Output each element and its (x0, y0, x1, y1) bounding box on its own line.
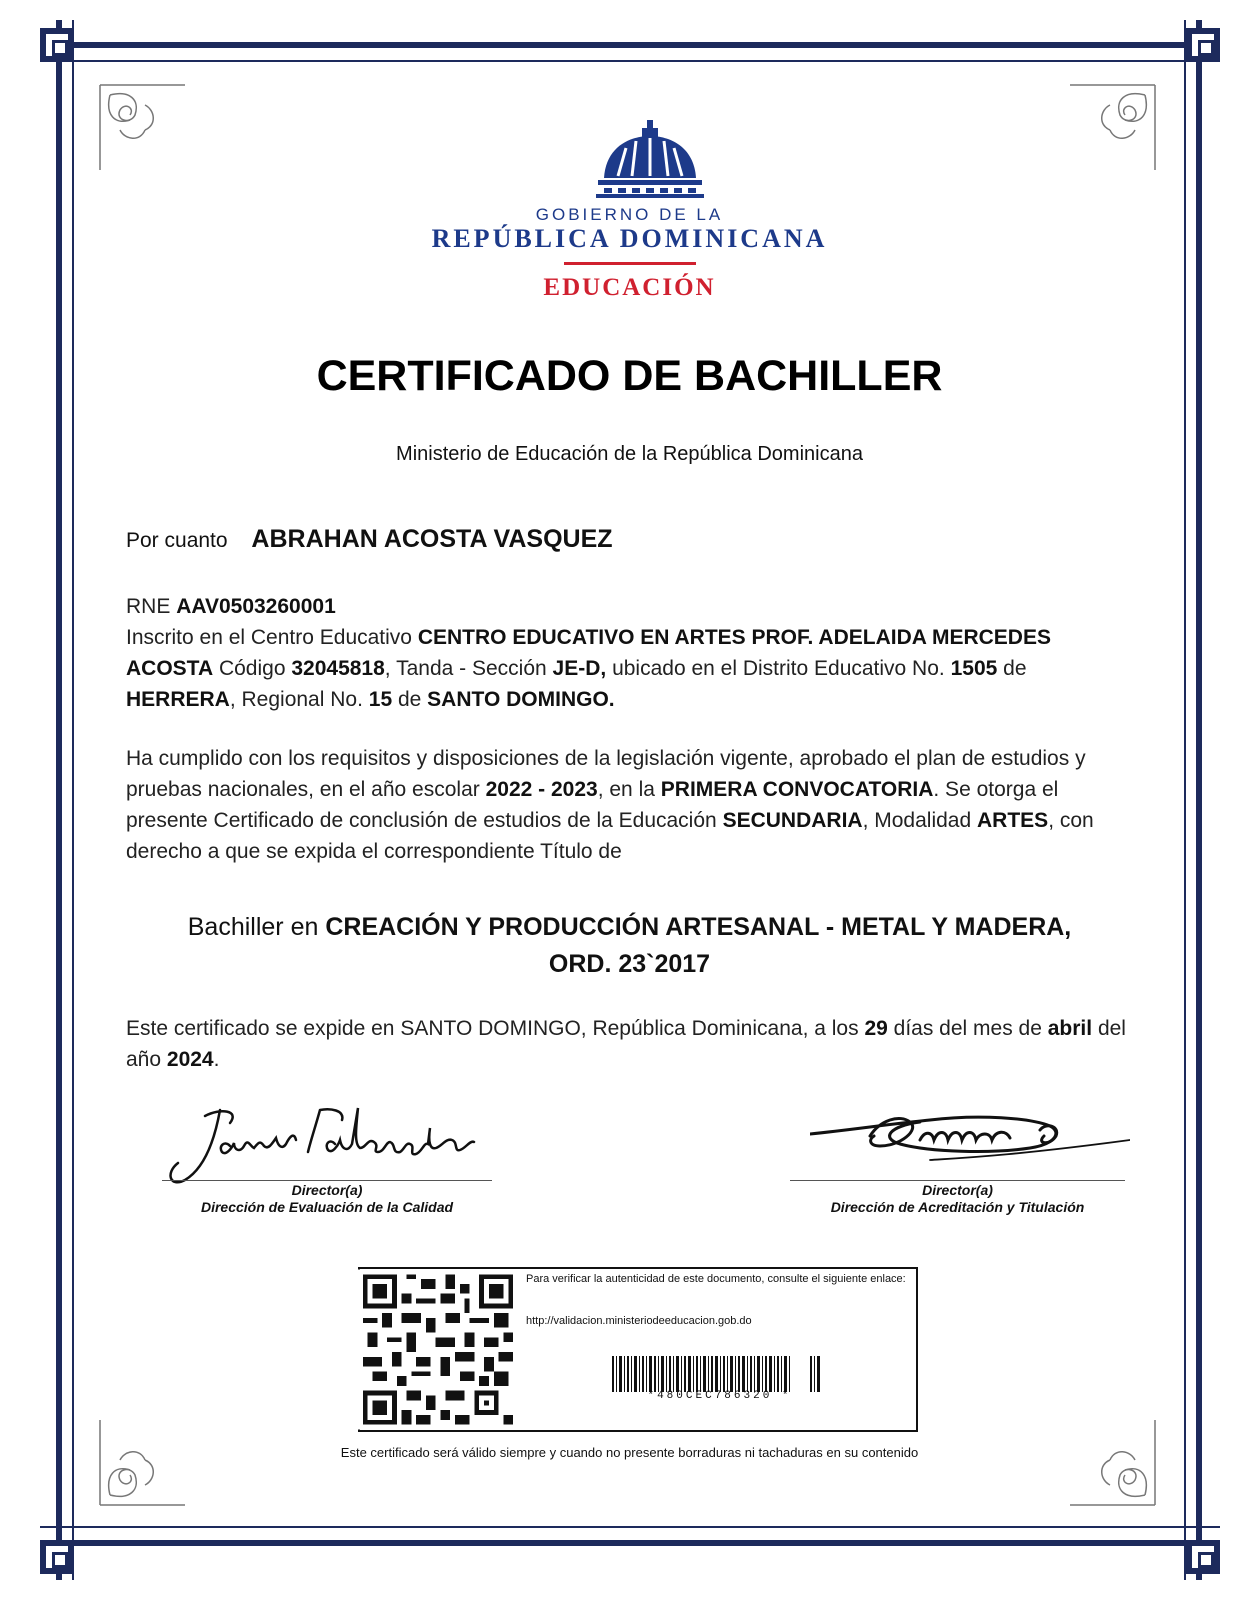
district-value: 1505 (950, 657, 998, 680)
gov-line-2: REPÚBLICA DOMINICANA (431, 224, 828, 253)
signature-role-right: Director(a) (922, 1182, 993, 1198)
certificate-title: CERTIFICADO DE BACHILLER (316, 352, 943, 400)
paragraph-text-2: , en la (597, 778, 655, 801)
frame-left-inner (72, 20, 74, 1580)
paragraph-text-4: , Modalidad (862, 809, 972, 832)
signature-line-left (162, 1180, 492, 1181)
qr-code-icon[interactable] (358, 1267, 518, 1432)
validity-note: Este certificado será válido siempre y cuando no presente borraduras ni tachaduras en su contenido (340, 1445, 919, 1460)
enrollment-text-3: , Tanda - Sección (384, 657, 547, 680)
degree-line-1 (0, 909, 1259, 946)
paragraph-text-3: . Se otorga el presente Certificado de conclusión de estudios de la Educación (126, 778, 1059, 832)
modality: ARTES (977, 809, 1049, 832)
section-value: JE-D, (552, 657, 607, 680)
corner-ornament-bl (95, 1420, 185, 1510)
gov-line-1: GOBIERNO DE LA (535, 205, 724, 224)
degree-prefix: Bachiller en (187, 913, 319, 941)
corner-square-tr (1186, 28, 1220, 62)
regional-value: 15 (368, 688, 393, 711)
paragraph-text-1: Ha cumplido con los requisitos y disposiciones de la legislación vigente, aprobado el plan de estudios y pruebas nacionales, en el año escolar (126, 747, 1086, 801)
corner-ornament-br (1070, 1420, 1160, 1510)
corner-ornament-tr (1070, 80, 1160, 170)
school-year: 2022 - 2023 (485, 778, 598, 801)
school-name: CENTRO EDUCATIVO EN ARTES PROF. ADELAIDA MERCEDES ACOSTA (126, 626, 1051, 680)
logo-divider (564, 262, 696, 265)
frame-top-inner (40, 60, 1220, 62)
issuance-text-1: Este certificado se expide en SANTO DOMINGO, República Dominicana, a los (126, 1017, 859, 1040)
rne-row (126, 591, 1126, 622)
municipality-value: HERRERA (126, 688, 230, 711)
school-code: 32045818 (291, 657, 385, 680)
issue-day: 29 (864, 1017, 888, 1040)
corner-ornament-tl (95, 80, 185, 170)
verification-instructions: Para verificar la autenticidad de este documento, consulte el siguiente enlace: (526, 1273, 906, 1285)
frame-bottom-outer (40, 1540, 1220, 1546)
dome-logo-icon (596, 120, 704, 198)
frame-left-outer (56, 20, 62, 1580)
verification-url-link[interactable]: http://validacion.ministeriodeeducacion.gob.do (526, 1315, 752, 1327)
enrollment-text-5: de (1003, 657, 1027, 680)
signature-role-left: Director(a) (291, 1182, 363, 1198)
signature-caption-right (790, 1182, 1125, 1216)
frame-bottom-inner (40, 1526, 1220, 1528)
enrollment-text-2: Código (218, 657, 286, 680)
corner-square-br (1186, 1540, 1220, 1574)
education-level: SECUNDARIA (722, 809, 863, 832)
frame-right-inner (1184, 20, 1186, 1580)
signature-line-right (790, 1180, 1125, 1181)
frame-top-outer (40, 42, 1220, 48)
rne-label: RNE (126, 595, 171, 618)
frame-right-outer (1196, 20, 1202, 1580)
paragraph-text-5: , con derecho a que se expida el correspondiente Título de (126, 809, 1094, 863)
rne-value: AAV0503260001 (176, 595, 336, 618)
student-row (126, 525, 613, 554)
student-name: ABRAHAN ACOSTA VASQUEZ (251, 525, 613, 553)
requirements-paragraph (126, 743, 1136, 867)
degree-block (0, 909, 1259, 983)
barcode-icon (612, 1356, 827, 1392)
enrollment-text-1: Inscrito en el Centro Educativo (126, 626, 412, 649)
enrollment-text-6: , Regional No. (229, 688, 363, 711)
enrollment-text (126, 622, 1126, 715)
degree-name: CREACIÓN Y PRODUCCIÓN ARTESANAL - METAL Y MADERA, (325, 913, 1072, 941)
enrollment-block (126, 591, 1126, 715)
barcode-number: *480CEC786320 * (647, 1390, 792, 1402)
degree-ordinance: ORD. 23`2017 (548, 950, 711, 978)
issuance-text-4: . (213, 1048, 220, 1071)
signature-dept-left: Dirección de Evaluación de la Calidad (200, 1199, 454, 1215)
education-label: EDUCACIÓN (543, 274, 716, 301)
enrollment-text-4: ubicado en el Distrito Educativo No. (612, 657, 945, 680)
signature-right-image (810, 1100, 1130, 1180)
degree-line-2 (0, 946, 1259, 983)
issuance-text-2: días del mes de (893, 1017, 1042, 1040)
enrollment-text-7: de (397, 688, 422, 711)
issue-year: 2024 (166, 1048, 214, 1071)
signature-dept-right: Dirección de Acreditación y Titulación (830, 1199, 1085, 1215)
issuance-text-3: del año (126, 1017, 1126, 1071)
corner-square-tl (40, 28, 74, 62)
por-cuanto-label: Por cuanto (126, 529, 228, 552)
province-value: SANTO DOMINGO. (427, 688, 615, 711)
signature-caption-left (162, 1182, 492, 1216)
issuance-paragraph (126, 1013, 1136, 1075)
corner-square-bl (40, 1540, 74, 1574)
issue-month: abril (1047, 1017, 1093, 1040)
convocation: PRIMERA CONVOCATORIA (660, 778, 934, 801)
ministry-subtitle: Ministerio de Educación de la República Dominicana (396, 443, 863, 465)
